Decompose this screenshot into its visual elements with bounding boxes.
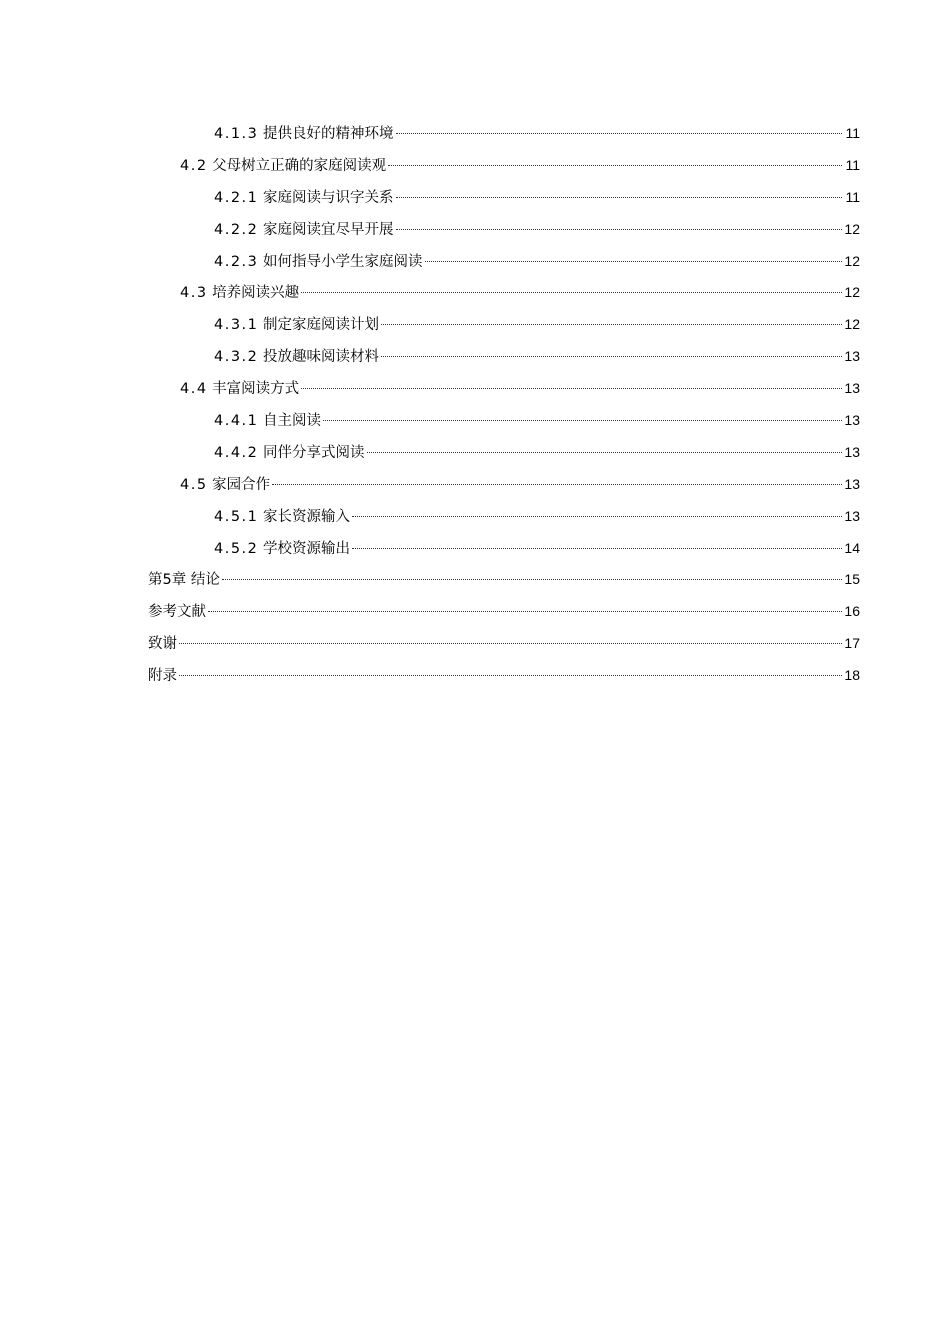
toc-dot-leader [381,356,842,357]
toc-entry-title: 致谢 [148,636,177,653]
toc-entry-number: 4.3 [180,285,208,302]
toc-entry[interactable] [148,437,860,469]
toc-entry-title: 家庭阅读与识字关系 [263,189,394,206]
toc-entry[interactable] [148,182,860,214]
toc-entry-number: 4.5.2 [214,540,259,557]
toc-entry-title: 自主阅读 [263,413,322,430]
toc-entry[interactable] [148,533,860,565]
toc-dot-leader [381,324,842,325]
toc-entry-number: 4.2.2 [214,221,259,238]
toc-dot-leader [222,579,842,580]
toc-page-number: 11 [845,188,860,205]
toc-entry-number: 4.2 [180,157,208,174]
toc-page-number: 12 [844,316,860,333]
toc-entry[interactable] [148,277,860,309]
table-of-contents [148,118,860,692]
toc-page-number: 13 [844,412,860,429]
toc-entry[interactable] [148,596,860,628]
toc-dot-leader [396,197,842,198]
toc-dot-leader [352,548,842,549]
toc-dot-leader [352,516,842,517]
toc-entry-title: 学校资源输出 [263,540,351,557]
toc-dot-leader [301,292,842,293]
toc-entry-number: 4.2.3 [214,253,259,270]
toc-dot-leader [323,420,842,421]
toc-entry-title: 同伴分享式阅读 [263,444,365,461]
toc-page-number: 11 [845,125,860,141]
toc-dot-leader [388,165,842,166]
toc-entry-title: 家园合作 [212,476,271,493]
toc-entry-title: 提供良好的精神环境 [263,126,394,142]
toc-entry-number: 4.2.1 [214,189,259,206]
toc-page-number: 17 [844,635,860,652]
toc-dot-leader [179,643,842,644]
toc-entry-title: 丰富阅读方式 [212,381,300,398]
toc-dot-leader [179,675,842,676]
toc-entry[interactable] [148,150,860,182]
toc-entry-title: 如何指导小学生家庭阅读 [263,253,423,270]
toc-entry-number: 4.1.3 [214,126,259,142]
toc-page-number: 18 [844,667,860,684]
toc-dot-leader [301,388,842,389]
toc-page-number: 13 [844,507,860,524]
toc-entry[interactable] [148,501,860,533]
toc-entry-title: 投放趣味阅读材料 [263,349,380,366]
toc-dot-leader [396,133,842,134]
toc-page-number: 14 [844,539,860,556]
toc-dot-leader [425,261,842,262]
toc-entry-number: 4.5 [180,476,208,493]
toc-dot-leader [208,611,842,612]
toc-entry-title: 参考文献 [148,604,206,621]
toc-entry[interactable] [148,469,860,501]
toc-dot-leader [396,229,842,230]
toc-page-number: 15 [844,571,860,588]
toc-entry-title: 家庭阅读宜尽早开展 [263,221,394,238]
toc-entry-number: 4.3.1 [214,317,259,334]
toc-page-number: 13 [844,380,860,397]
toc-page-number: 12 [844,252,860,269]
toc-entry-number: 4.5.1 [214,508,259,525]
toc-page-number: 12 [844,220,860,237]
toc-entry-title: 家长资源输入 [263,508,351,525]
toc-entry-number: 4.4.1 [214,413,259,430]
toc-entry[interactable] [148,628,860,660]
toc-page-number: 12 [844,284,860,301]
toc-page-number: 13 [844,443,860,460]
toc-entry-title: 制定家庭阅读计划 [263,317,380,334]
toc-entry[interactable] [148,405,860,437]
toc-entry[interactable] [148,341,860,373]
toc-page-number: 13 [844,475,860,492]
toc-page-number: 11 [845,156,860,173]
toc-entry-title: 第5章 结论 [148,572,220,589]
toc-page-number: 16 [844,603,860,620]
toc-entry[interactable] [148,246,860,278]
toc-dot-leader [367,452,842,453]
toc-entry[interactable] [148,309,860,341]
toc-entry[interactable] [148,214,860,246]
toc-entry[interactable] [148,660,860,692]
toc-dot-leader [272,484,842,485]
toc-entry[interactable] [148,373,860,405]
toc-entry-title: 父母树立正确的家庭阅读观 [212,157,387,174]
toc-entry-title: 培养阅读兴趣 [212,285,300,302]
toc-entry[interactable] [148,564,860,596]
toc-entry-title: 附录 [148,668,177,685]
toc-entry-number: 4.3.2 [214,349,259,366]
toc-entry-number: 4.4 [180,381,208,398]
toc-page-number: 13 [844,348,860,365]
toc-entry-number: 4.4.2 [214,444,259,461]
toc-entry[interactable] [148,118,860,150]
